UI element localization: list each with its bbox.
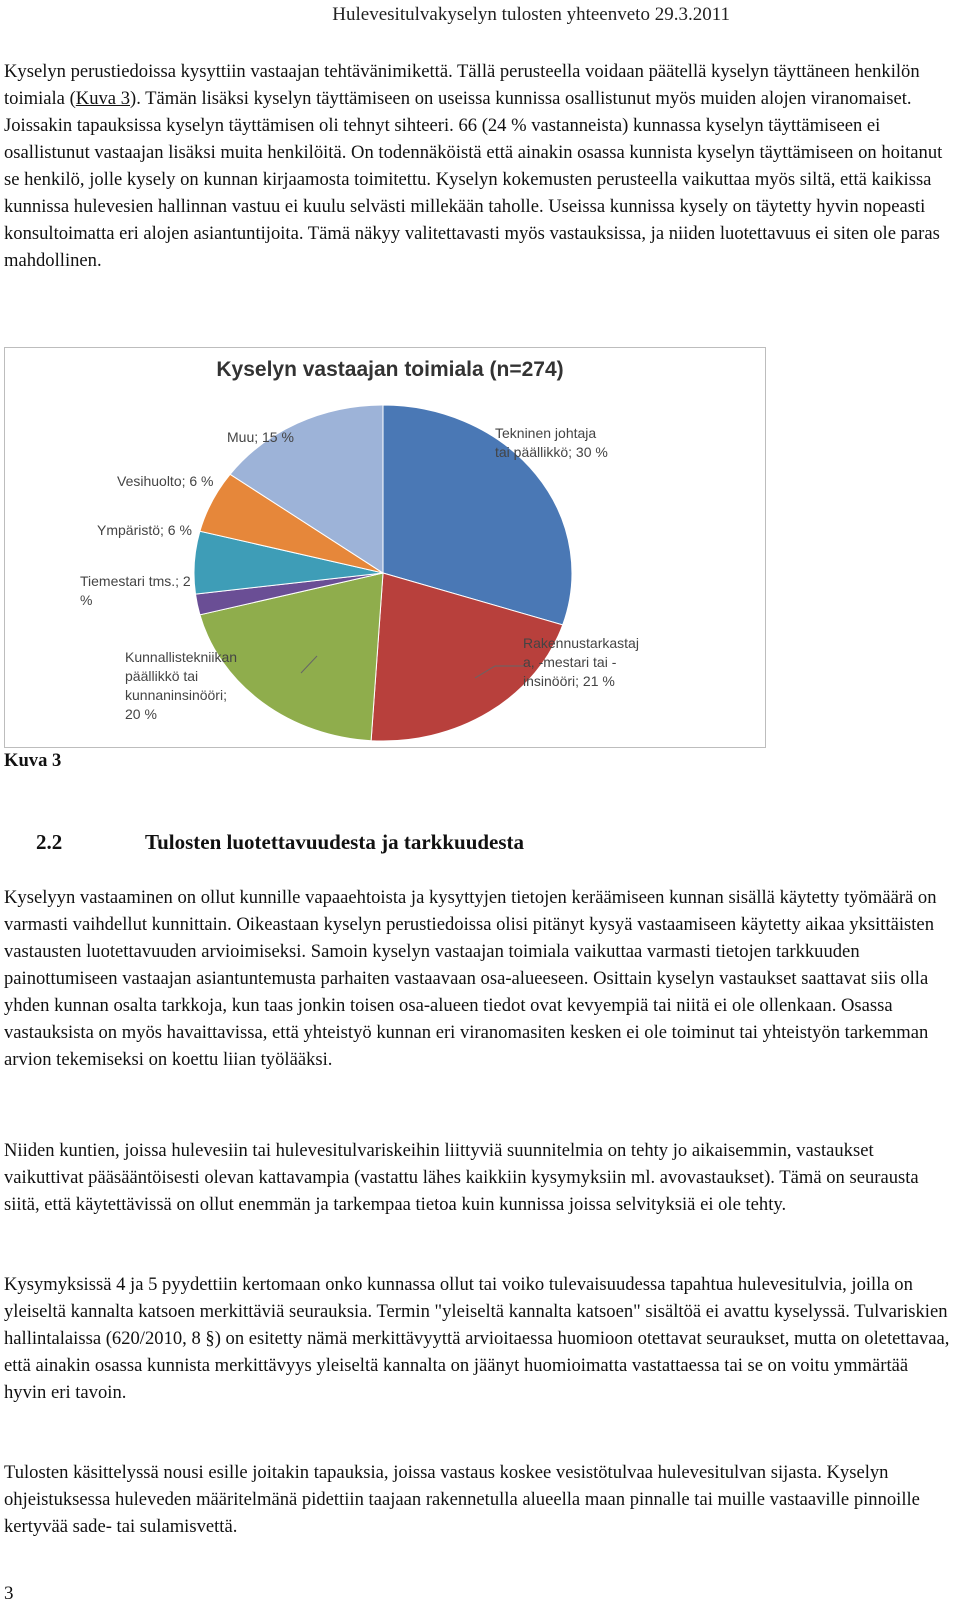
- page-number: 3: [4, 1583, 14, 1604]
- slice-label-2: Rakennustarkastaj a, -mestari tai -insinööri; 21 %: [523, 635, 639, 689]
- figure-reference-link[interactable]: Kuva 3: [75, 88, 131, 109]
- slice-label-7: Muu; 15 %: [227, 429, 294, 445]
- document-title: Hulevesitulvakyselyn tulosten yhteenveto 29.3.2011: [332, 4, 730, 25]
- pie-chart: [5, 348, 765, 747]
- page-header: [0, 4, 960, 26]
- figure-caption: Kuva 3: [4, 750, 62, 771]
- intro-text-start: Kyselyn perustiedoissa kysyttiin vastaajan tehtävänimikettä. Tällä perusteella voidaan päätellä kyselyn täyttäneen henkilön toimiala (: [4, 61, 920, 109]
- intro-text-end: ). Tämän lisäksi kyselyn täyttämiseen on useissa kunnissa osallistunut myös muiden alojen viranomaiset. Joissakin tapauksissa kyselyn täyttämisen oli tehnyt sihteeri. 66 (24 % vastanneista) kunnassa kyselyn täyttämiseen ei osallistunut vastaajan lisäksi muita henkilöitä. On todennäköistä että ainakin osassa kunnista kyselyn täyttämiseen on hoitanut se henkilö, jolle kysely on kunnan kirjaamosta toimitettu. Kyselyn kokemusten perusteella vaikuttaa myös siltä, että kaikissa kunnissa hulevesien hallinnan vastuu ei kuulu selvästi millekään taholle. Useissa kunnissa kysely on täytetty hyvin nopeasti konsultoimatta eri alojen asiantuntijoita. Tämä näkyy valitettavasti myös vastauksissa, ja niiden luotettavuus ei siten ole paras mahdollinen.: [4, 88, 943, 271]
- slice-label-1: Tekninen johtaja tai päällikkö; 30 %: [495, 425, 608, 460]
- section-number: 2.2: [36, 830, 63, 854]
- slice-label-4: Tiemestari tms.; 2 %: [80, 573, 191, 608]
- section-title: Tulosten luotettavuudesta ja tarkkuudesta: [145, 830, 525, 854]
- paragraph-processing: Tulosten käsittelyssä nousi esille joitakin tapauksia, joissa vastaus koskee vesistötulvaa hulevesitulvan sijasta. Kyselyn ohjeistuksessa huleveden määritelmänä pidettiin taajaan rakennetulla alueella maan pinnalle tai muille vastaaville pinnoille kertyvää sade- tai sulamisvettä.: [4, 1462, 920, 1537]
- pie-chart-figure: [4, 347, 766, 748]
- slice-label-5: Ympäristö; 6 %: [97, 522, 192, 538]
- paragraph-previous-plans: Niiden kuntien, joissa hulevesiin tai hulevesitulvariskeihin liittyviä suunnitelmia on tehty jo aikaisemmin, vastaukset vaikuttivat pääsääntöisesti olevan kattavampia (vastattu lähes kaikkiin kysymyksiin ml. avovastaukset). Tämä on seurausta siitä, että käytettävissä on ollut enemmän ja tarkempaa tietoa kuin kunnissa joissa selvityksiä ei ole tehty.: [4, 1140, 919, 1215]
- paragraph-reliability: Kyselyyn vastaaminen on ollut kunnille vapaaehtoista ja kysyttyjen tietojen keräämiseen kunnan sisällä käytetty työmäärä on varmasti vaihdellut kunnittain. Oikeastaan kyselyn perustiedoissa olisi pitänyt kysyä vastaamiseen käytetty aikaa yksittäisten vastausten luotettavuuden arvioimiseksi. Samoin kyselyn vastaajan toimiala vaikuttaa varmasti tietojen tarkkuuden painottumiseen vastaajan asiantuntemusta parhaiten vastaavaan osa-alueeseen. Osittain kyselyn vastaukset saattavat siis olla yhden kunnan osalta tarkkoja, kun taas jonkin toisen osa-alueen tiedot ovat kevyempiä tai niitä ei ole ollenkaan. Osassa vastauksista on myös havaittavissa, että yhteistyö kunnan eri viranomasiten kesken ei ole toiminut tai yhteistyön tarkemman arvion tekemiseksi on koettu liian työlääksi.: [4, 887, 937, 1070]
- slice-label-6: Vesihuolto; 6 %: [117, 473, 214, 489]
- slice-label-3: Kunnallistekniikan päällikkö tai kunnaninsinööri; 20 %: [125, 649, 238, 722]
- paragraph-questions-4-5: Kysymyksissä 4 ja 5 pyydettiin kertomaan onko kunnassa ollut tai voiko tulevaisuudessa tapahtua hulevesitulvia, joilla on yleiseltä kannalta katsoen merkittäviä seurauksia. Termin "yleiseltä kannalta katsoen" sisältöä ei avattu kyselyssä. Tulvariskien hallintalaissa (620/2010, 8 §) on esitetty nämä merkittävyyttä arvioitaessa huomioon otettavat seuraukset, mutta on oletettavaa, että ainakin osassa kunnista merkittävyys yleiseltä kannalta on jäänyt huomioimatta vastattaessa tai se on voitu ymmärtää hyvin eri tavoin.: [4, 1274, 950, 1403]
- intro-paragraph: [4, 58, 954, 274]
- chart-title: Kyselyn vastaajan toimiala (n=274): [216, 358, 564, 381]
